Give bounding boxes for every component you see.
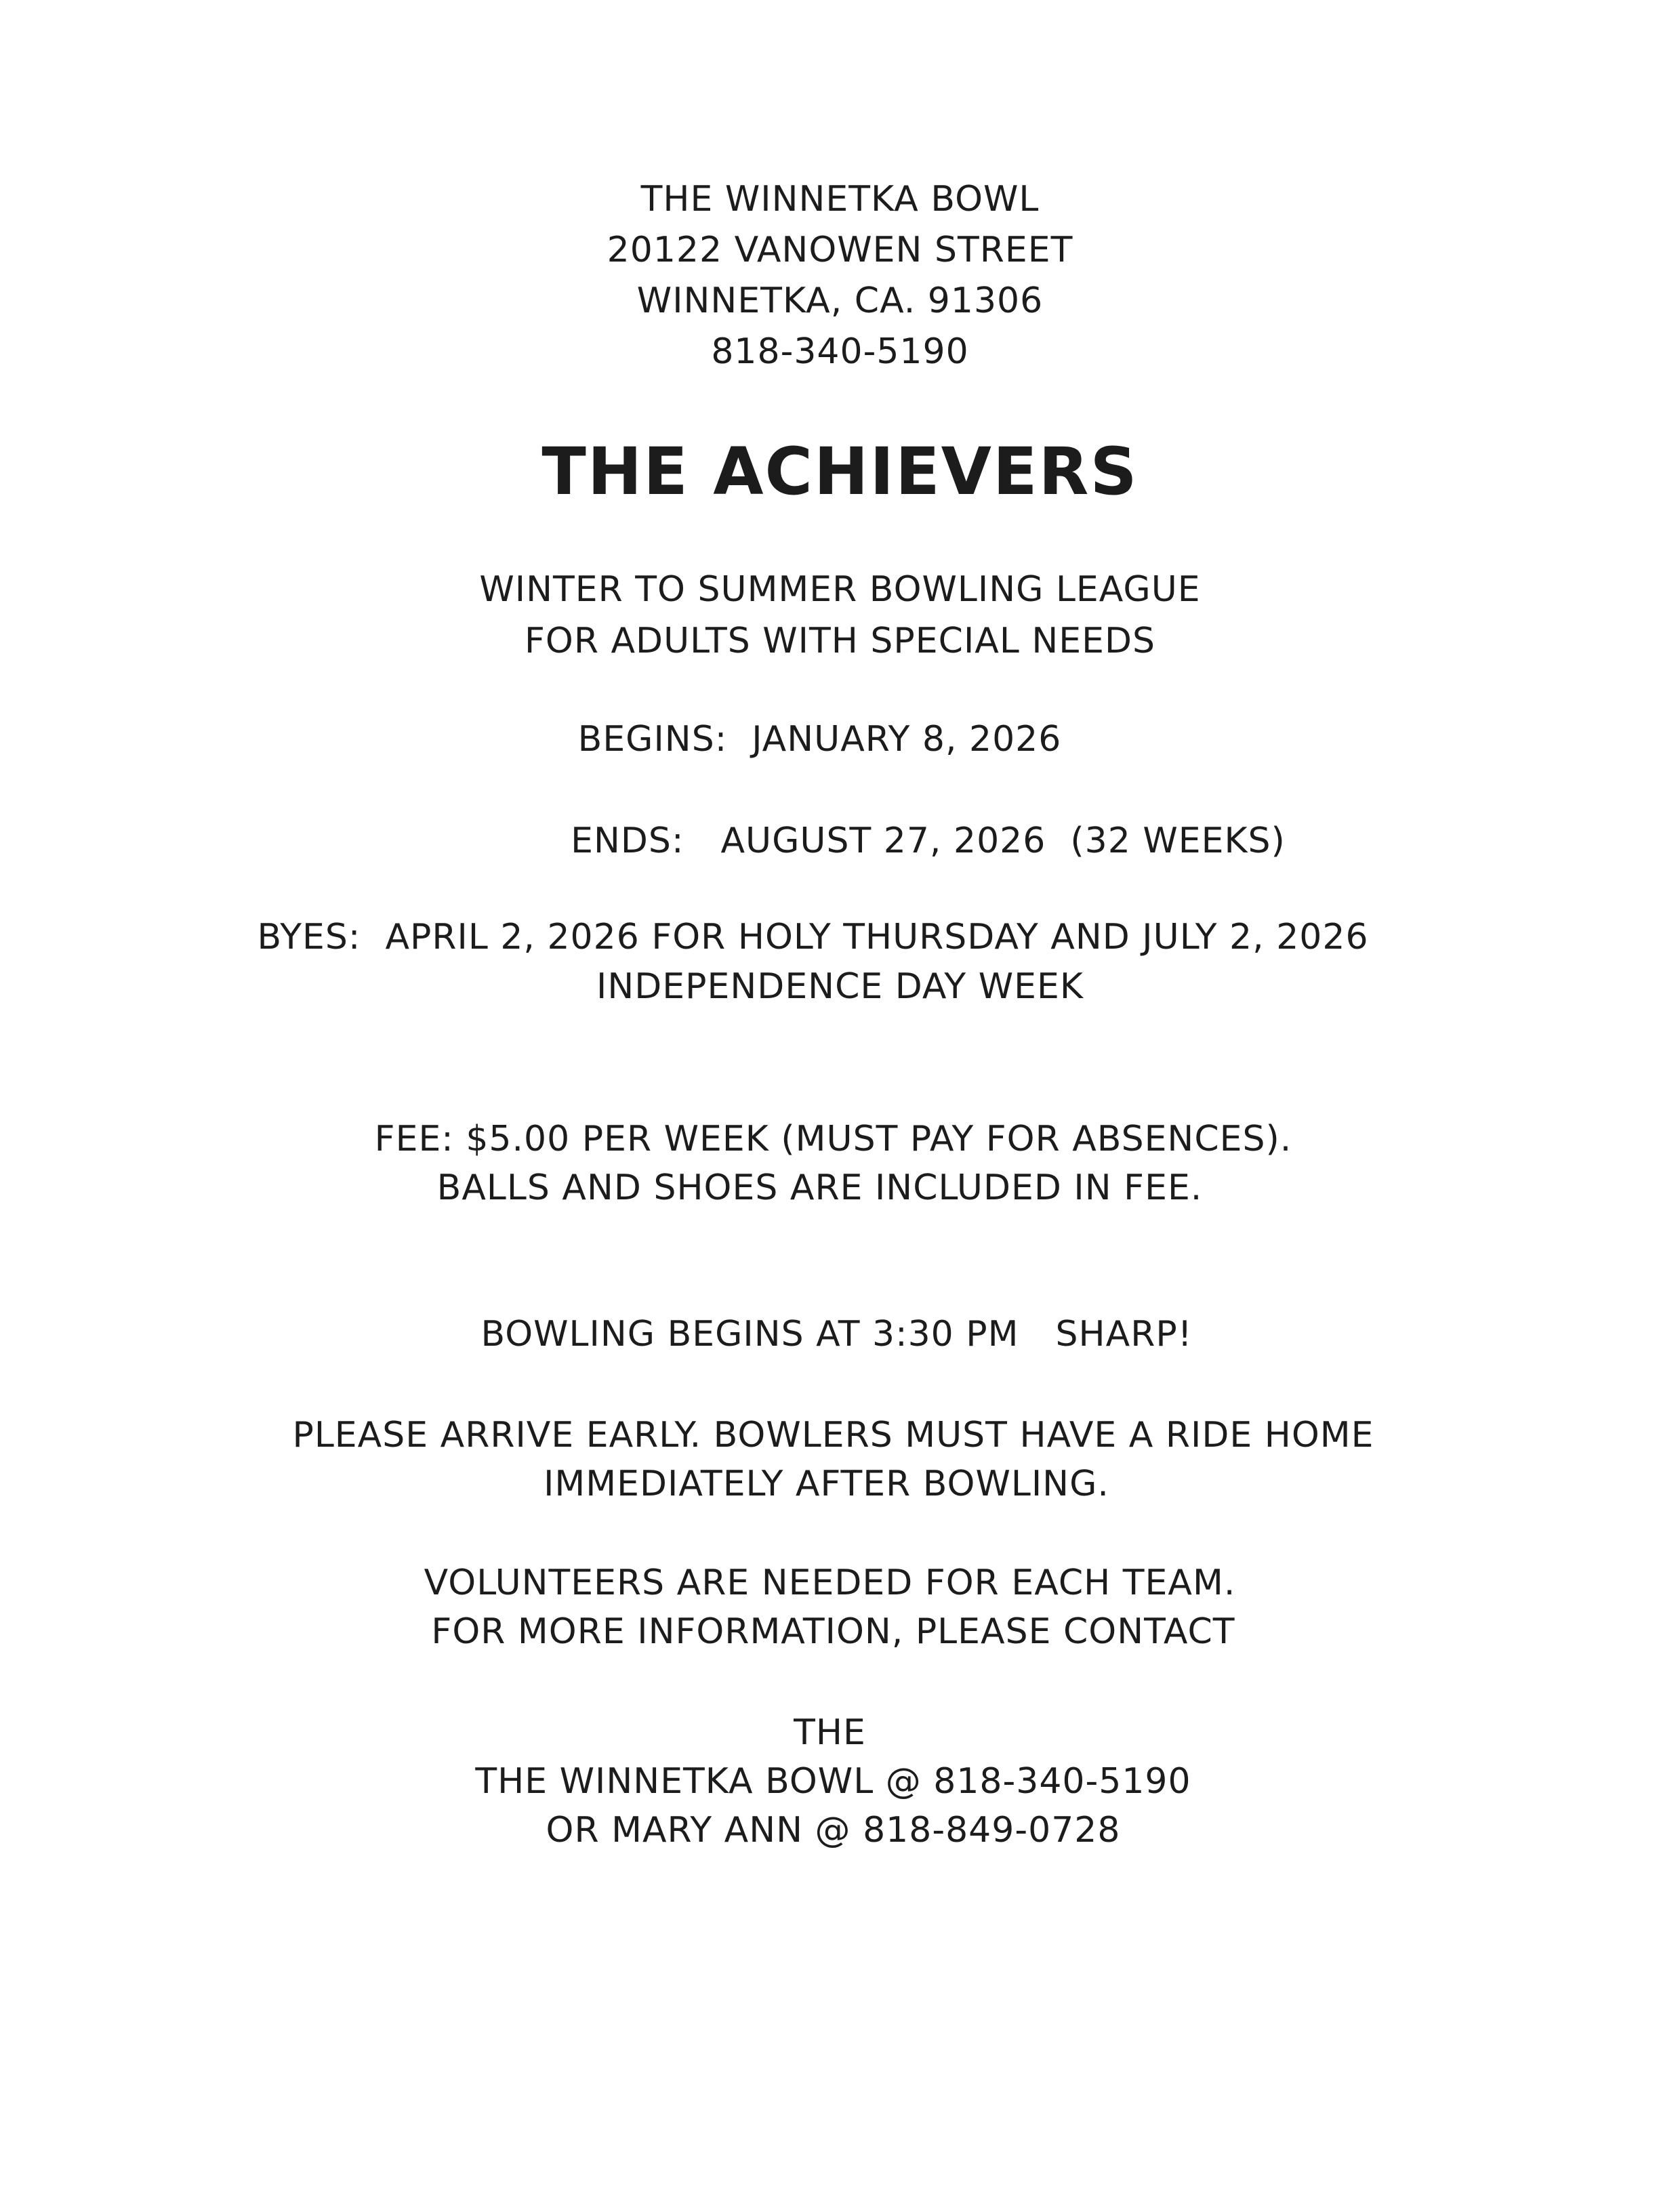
arrival-line-1: PLEASE ARRIVE EARLY. BOWLERS MUST HAVE A RIDE HOME <box>292 1415 1374 1456</box>
volunteers-line-2: FOR MORE INFORMATION, PLEASE CONTACT <box>431 1611 1235 1652</box>
ends-duration: (32 WEEKS) <box>1070 821 1286 861</box>
fee-line-1: FEE: $5.00 PER WEEK (MUST PAY FOR ABSENCES). <box>374 1119 1292 1159</box>
venue-city: WINNETKA, CA. 91306 <box>636 281 1044 321</box>
league-line-1: WINTER TO SUMMER BOWLING LEAGUE <box>479 569 1201 610</box>
begins-row <box>0 715 1660 764</box>
begins-label: BEGINS: <box>577 719 728 760</box>
fee-line-2: BALLS AND SHOES ARE INCLUDED IN FEE. <box>436 1168 1203 1208</box>
page-title: THE ACHIEVERS <box>541 434 1139 510</box>
start-time-row <box>0 1310 1677 1359</box>
begins-date: JANUARY 8, 2026 <box>752 719 1062 760</box>
venue-street: 20122 VANOWEN STREET <box>607 230 1073 270</box>
byes-line-1: APRIL 2, 2026 FOR HOLY THURSDAY AND JULY 2, 2026 <box>385 917 1369 957</box>
venue-name: THE WINNETKA BOWL <box>640 179 1040 220</box>
contact-winnetka-bowl: THE WINNETKA BOWL @ 818-340-5190 <box>475 1761 1191 1802</box>
venue-phone: 818-340-5190 <box>711 331 969 372</box>
ends-label: ENDS: <box>571 821 684 861</box>
ends-row <box>88 817 1680 865</box>
league-line-2: FOR ADULTS WITH SPECIAL NEEDS <box>524 621 1156 661</box>
start-time-emphasis: SHARP! <box>1055 1314 1193 1355</box>
ends-date: AUGUST 27, 2026 <box>720 821 1046 861</box>
start-time-text: BOWLING BEGINS AT 3:30 PM <box>480 1314 1019 1355</box>
byes-line-2: INDEPENDENCE DAY WEEK <box>596 966 1084 1007</box>
byes-row <box>0 913 1653 962</box>
contacts-prefix: THE <box>794 1712 866 1753</box>
arrival-line-2: IMMEDIATELY AFTER BOWLING. <box>544 1464 1109 1504</box>
contact-mary-ann: OR MARY ANN @ 818-849-0728 <box>546 1810 1121 1851</box>
volunteers-line-1: VOLUNTEERS ARE NEEDED FOR EACH TEAM. <box>424 1563 1236 1603</box>
byes-label: BYES: <box>257 917 361 957</box>
